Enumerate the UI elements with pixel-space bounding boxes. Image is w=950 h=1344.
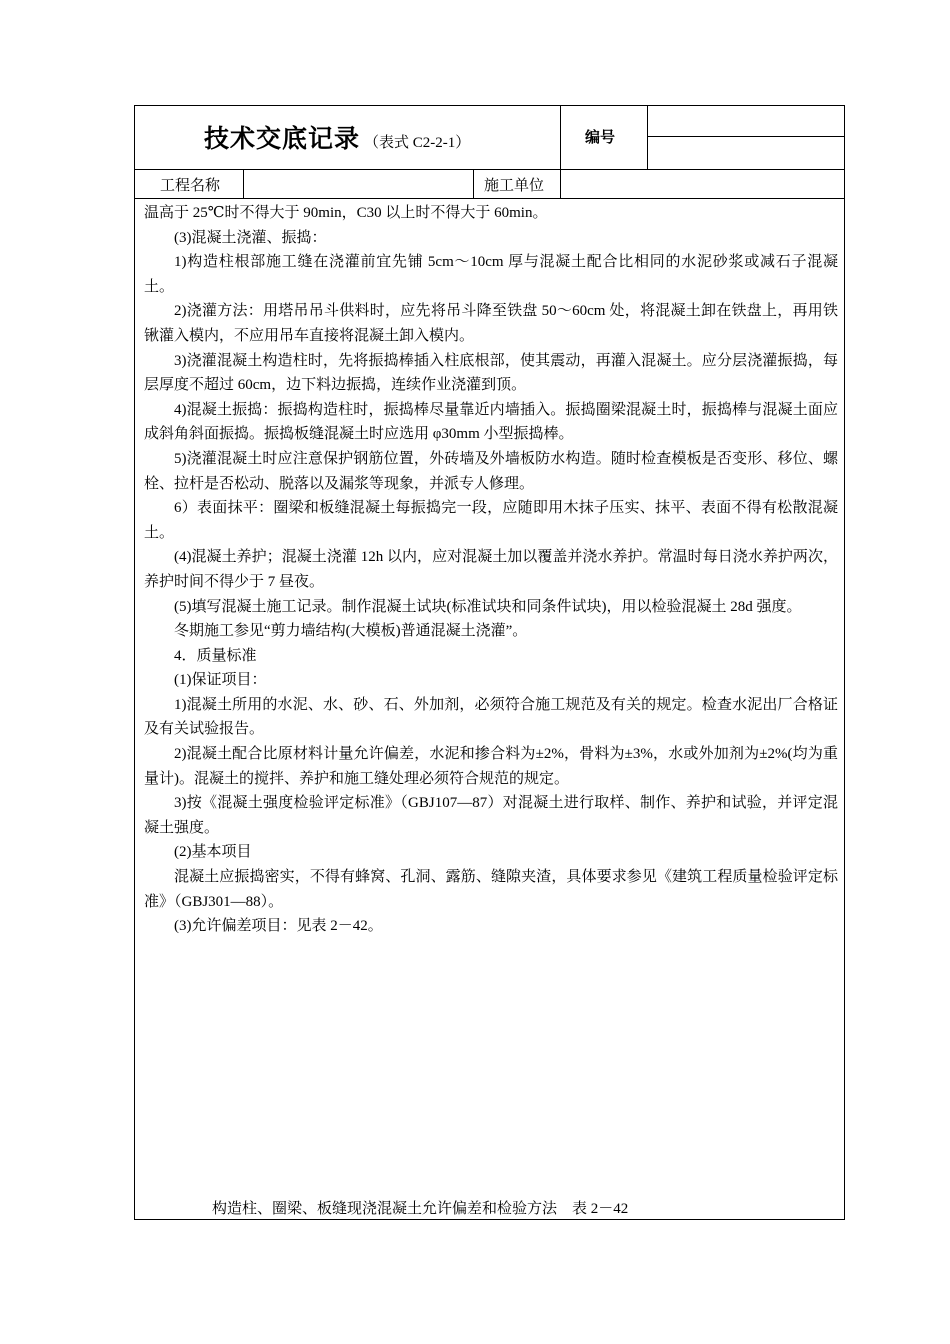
number-cell-divider: [647, 136, 845, 137]
paragraph: 3)浇灌混凝土构造柱时，先将振捣棒插入柱底根部，使其震动，再灌入混凝土。应分层浇灌振捣，每层厚度不超过 60cm，边下料边振捣，连续作业浇灌到顶。: [144, 352, 838, 394]
project-name-label: 工程名称: [160, 178, 221, 194]
paragraph: 1)混凝土所用的水泥、水、砂、石、外加剂，必须符合施工规范及有关的规定。检查水泥出厂合格证及有关试验报告。: [144, 696, 838, 738]
number-label-divider: [647, 105, 648, 169]
paragraph: 混凝土应振捣密实，不得有蜂窝、孔洞、露筋、缝隙夹渣，具体要求参见《建筑工程质量检验评定标准》（GBJ301—88）。: [144, 869, 838, 910]
form-title-main: 技术交底记录: [204, 124, 361, 153]
paragraph: (5)填写混凝土施工记录。制作混凝土试块(标准试块和同条件试块)，用以检验混凝土 28d 强度。: [174, 598, 802, 615]
number-label: 编号: [585, 128, 616, 146]
paragraph: 2)混凝土配合比原材料计量允许偏差，水泥和掺合料为±2%，骨料为±3%，水或外加剂为±2%(均为重量计)。混凝土的搅拌、养护和施工缝处理必须符合规范的规定。: [144, 746, 838, 787]
table-caption: 构造柱、圈梁、板缝现浇混凝土允许偏差和检验方法 表 2－42: [212, 1201, 629, 1217]
paragraph: 冬期施工参见“剪力墙结构(大模板)普通混凝土浇灌”。: [174, 623, 528, 640]
disclosure-content: [144, 201, 838, 939]
paragraph: 3)按《混凝土强度检验评定标准》（GBJ107—87）对混凝土进行取样、制作、养护和试验，并评定混凝土强度。: [144, 795, 838, 836]
unit-label-divider: [560, 169, 561, 198]
paragraph: (4)混凝土养护；混凝土浇灌 12h 以内，应对混凝土加以覆盖并浇水养护。常温时每日浇水养护两次，养护时间不得少于 7 昼夜。: [144, 549, 838, 590]
paragraph: 6）表面抹平：圈梁和板缝混凝土每振捣完一段，应随即用木抹子压实、抹平、表面不得有松散混凝土。: [144, 500, 838, 541]
paragraph: 1)构造柱根部施工缝在浇灌前宜先铺 5cm～10cm 厚与混凝土配合比相同的水泥砂浆或减石子混凝土。: [144, 254, 838, 295]
paragraph: 4)混凝土振捣：振捣构造柱时，振捣棒尽量靠近内墙插入。振捣圈梁混凝土时，振捣棒与混凝土面应成斜角斜面振捣。振捣板缝混凝土时应选用 φ30mm 小型振捣棒。: [144, 401, 838, 443]
paragraph: 温高于 25℃时不得大于 90min，C30 以上时不得大于 60min。: [144, 205, 548, 221]
paragraph: (3)混凝土浇灌、振捣：: [174, 229, 327, 246]
project-label-divider: [243, 169, 244, 198]
paragraph: (1)保证项目：: [174, 672, 267, 689]
paragraph: 4．质量标准: [174, 647, 257, 664]
paragraph: 5)浇灌混凝土时应注意保护钢筋位置，外砖墙及外墙板防水构造。随时检查模板是否变形、移位、螺栓、拉杆是否松动、脱落以及漏浆等现象，并派专人修理。: [144, 450, 838, 492]
paragraph: (2)基本项目: [174, 844, 252, 861]
paragraph: (3)允许偏差项目：见表 2－42。: [174, 918, 383, 935]
form-code: （表式 C2-2-1）: [364, 135, 471, 151]
form-title: [204, 119, 564, 159]
project-value-divider: [473, 169, 474, 198]
construction-unit-label: 施工单位: [484, 178, 545, 194]
project-row-divider: [134, 198, 845, 199]
paragraph: 2)浇灌方法：用塔吊吊斗供料时，应先将吊斗降至铁盘 50～60cm 处，将混凝土卸在铁盘上，再用铁锹灌入模内，不应用吊车直接将混凝土卸入模内。: [144, 303, 838, 344]
header-row-divider: [134, 169, 845, 170]
